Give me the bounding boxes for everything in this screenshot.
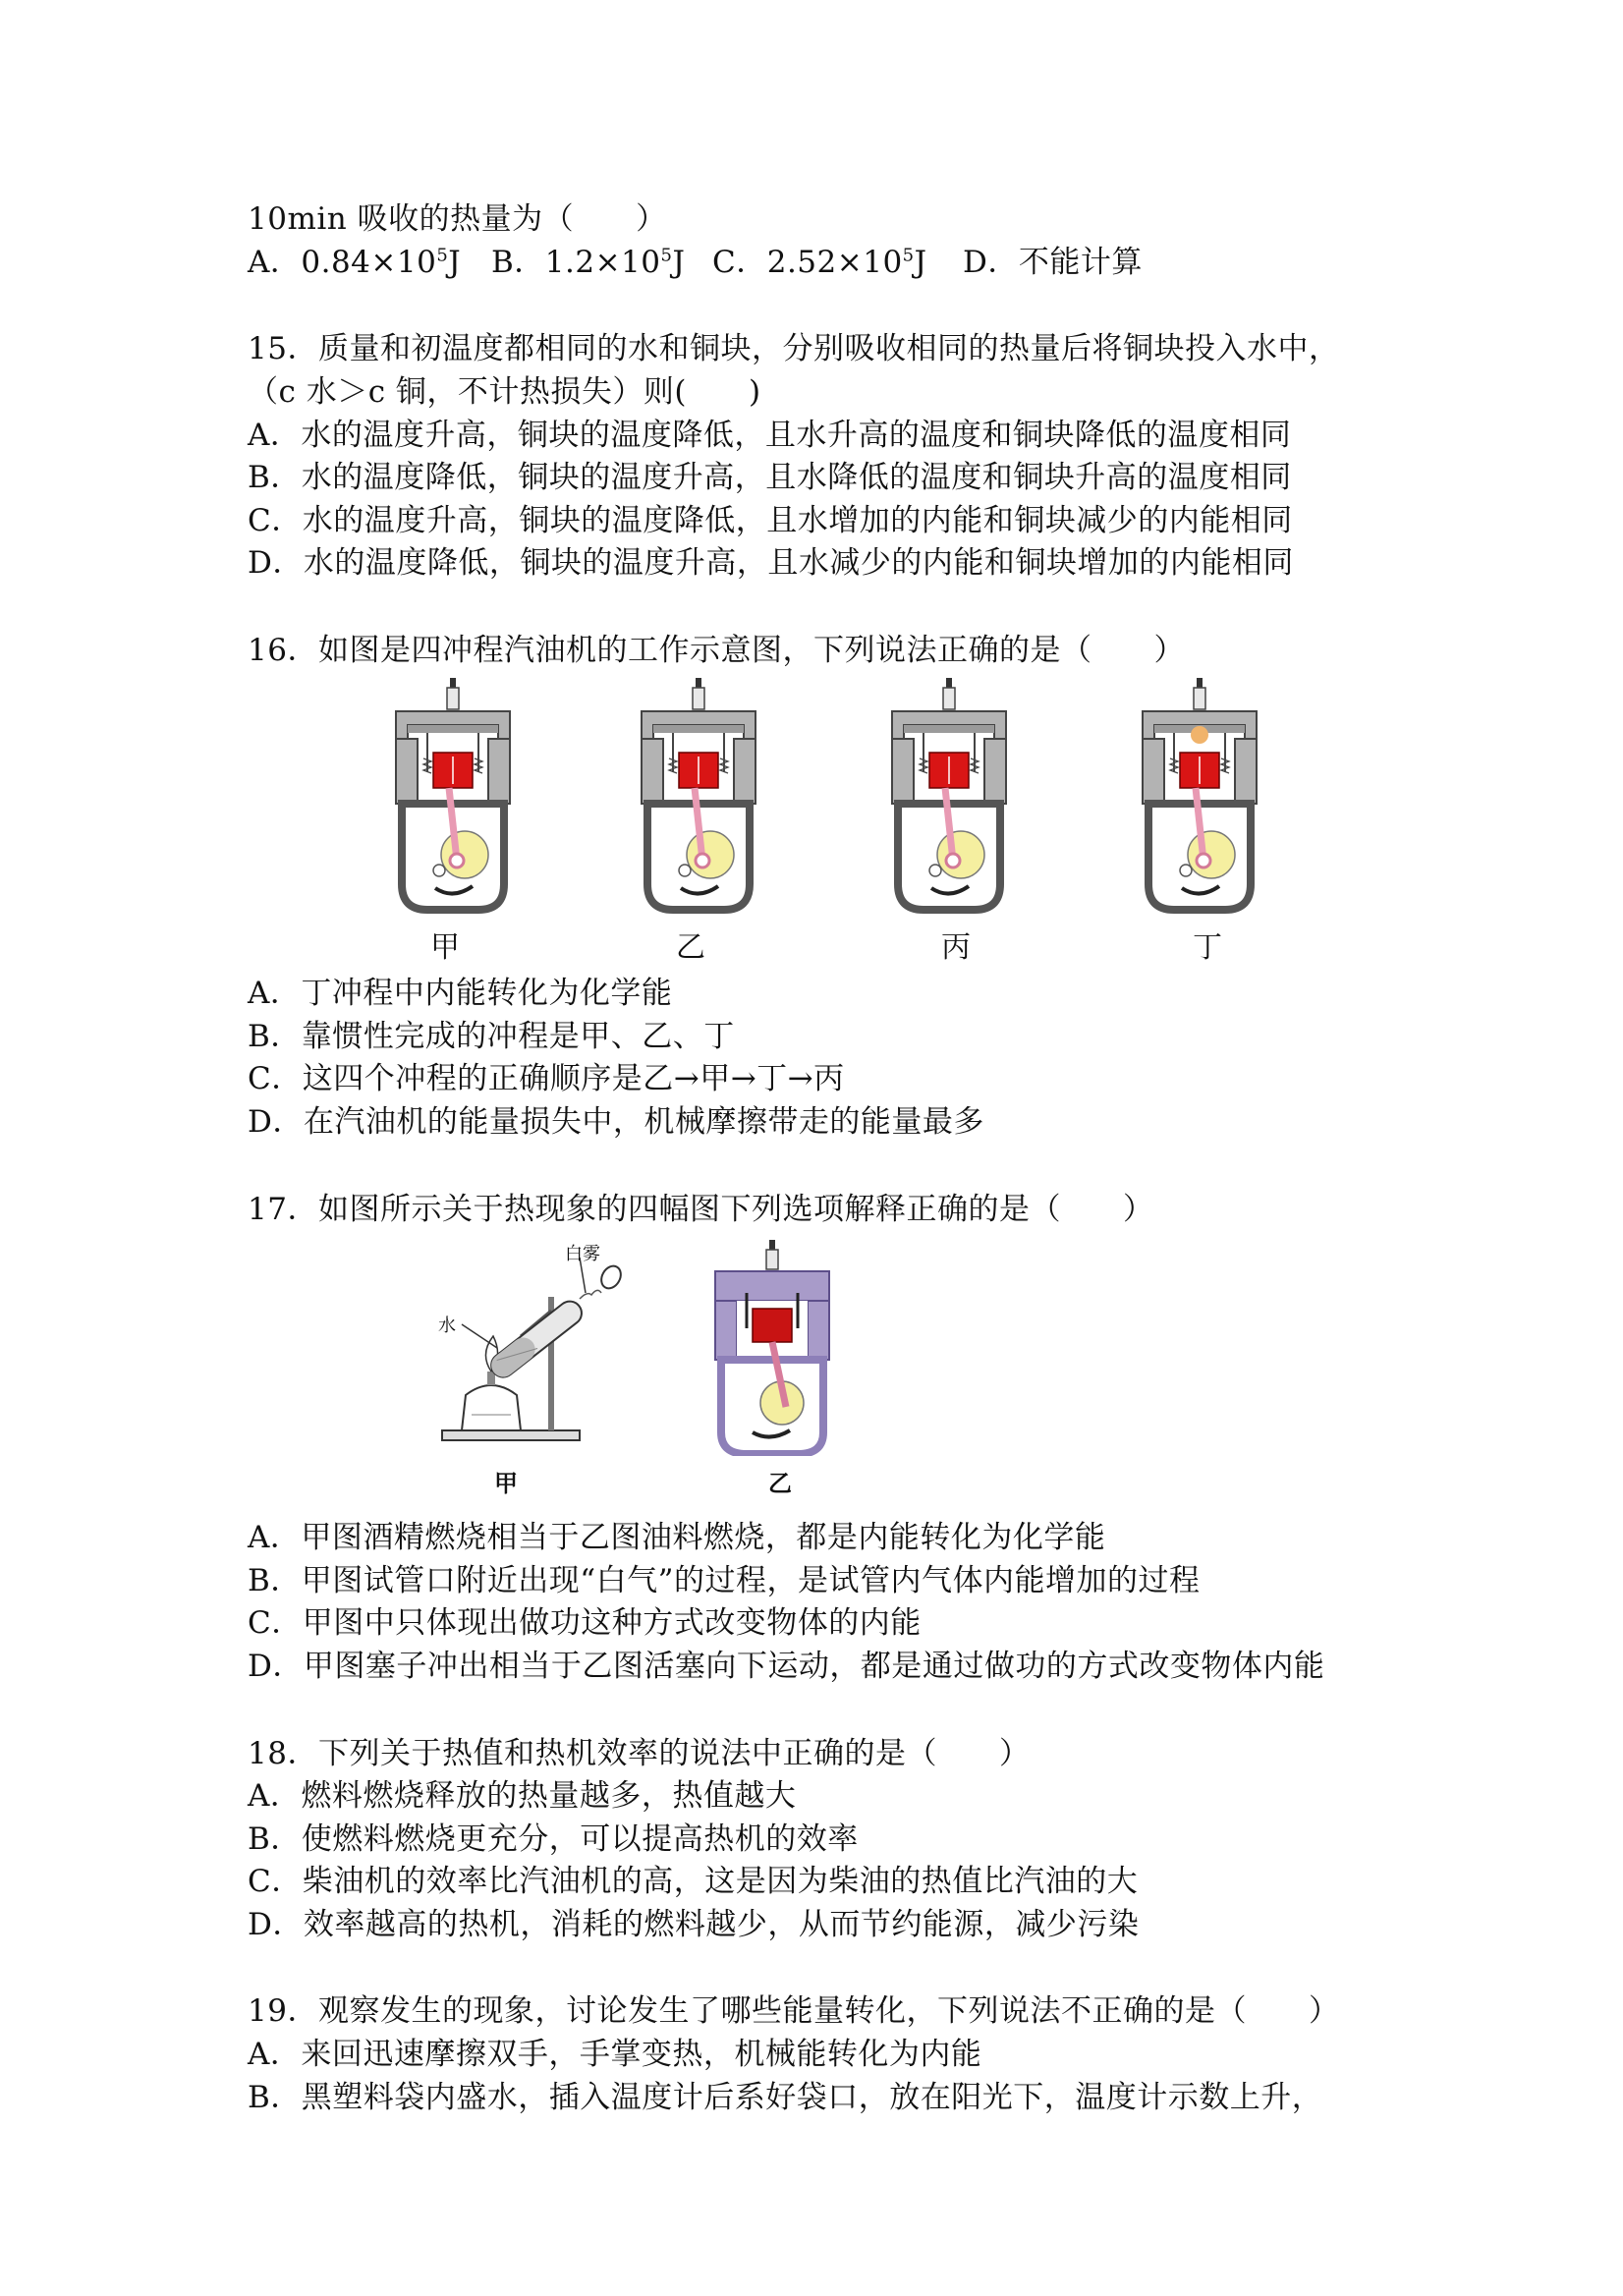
q14-option-a: A．$0.84\times 10^5J$ [248,245,462,280]
q19-option-b: B．黑塑料袋内盛水，插入温度计后系好袋口，放在阳光下，温度计示数上升， [248,2080,1323,2115]
q16-caption-ding: 丁 [1193,930,1222,965]
q16-caption-jia: 甲 [430,930,460,965]
q16-option-b: B．靠惯性完成的冲程是甲、乙、丁 [248,1019,735,1054]
q18-option-d: D．效率越高的热机，消耗的燃料越少，从而节约能源，减少污染 [248,1907,1140,1942]
q17-caption-yi: 乙 [768,1470,792,1497]
q14-option-b: B．$1.2\times 10^5J$ [491,245,686,280]
q14-stem-continuation: 10min 吸收的热量为（ ） [248,201,667,237]
q14-options [248,243,1143,282]
q19-option-a: A．来回迅速摩擦双手，手掌变热，机械能转化为内能 [248,2037,982,2072]
q16-caption-bing: 丙 [941,930,971,965]
q15-stem-line1: 15．质量和初温度都相同的水和铜块，分别吸收相同的热量后将铜块投入水中， [248,331,1340,366]
q15-option-b: B．水的温度降低，铜块的温度升高，且水降低的温度和铜块升高的温度相同 [248,460,1292,495]
q19-stem: 19．观察发生的现象，讨论发生了哪些能量转化，下列说法不正确的是（ ） [248,1993,1340,2029]
q17-caption-jia: 甲 [494,1470,518,1497]
q15-option-c: C．水的温度升高，铜块的温度降低，且水增加的内能和铜块减少的内能相同 [248,503,1293,538]
q17-option-a: A．甲图酒精燃烧相当于乙图油料燃烧，都是内能转化为化学能 [248,1520,1106,1555]
q15-option-a: A．水的温度升高，铜块的温度降低，且水升高的温度和铜块降低的温度相同 [248,418,1292,453]
q17-engine-diagram [707,1240,845,1456]
q16-option-d: D．在汽油机的能量损失中，机械摩擦带走的能量最多 [248,1104,984,1140]
q14-option-c: C．$2.52\times 10^5J$ [712,245,927,280]
q17-option-c: C．甲图中只体现出做功这种方式改变物体的内能 [248,1605,922,1641]
q17-option-b: B．甲图试管口附近出现“白气”的过程，是试管内气体内能增加的过程 [248,1563,1201,1598]
q17-label-white-mist: 白雾 [565,1244,600,1264]
q17-stem: 17．如图所示关于热现象的四幅图下列选项解释正确的是（ ） [248,1192,1154,1227]
q16-engine-figure [364,678,1297,924]
q17-option-d: D．甲图塞子冲出相当于乙图活塞向下运动，都是通过做功的方式改变物体内能 [248,1649,1325,1684]
q18-option-a: A．燃料燃烧释放的热量越多，热值越大 [248,1778,797,1814]
q18-option-b: B．使燃料燃烧更充分，可以提高热机的效率 [248,1821,859,1857]
q17-test-tube-apparatus [432,1238,668,1454]
q16-stem: 16．如图是四冲程汽油机的工作示意图，下列说法正确的是（ ） [248,633,1185,668]
q16-caption-yi: 乙 [676,930,705,965]
q17-label-water: 水 [438,1316,456,1336]
q16-option-c: C．这四个冲程的正确顺序是乙→甲→丁→丙 [248,1061,845,1096]
q18-option-c: C．柴油机的效率比汽油机的高，这是因为柴油的热值比汽油的大 [248,1864,1139,1899]
q16-option-a: A．丁冲程中内能转化为化学能 [248,976,673,1011]
q14-option-d: D．不能计算 [963,245,1143,280]
q15-option-d: D．水的温度降低，铜块的温度升高，且水减少的内能和铜块增加的内能相同 [248,545,1294,581]
q15-stem-line2: （c 水＞c 铜，不计热损失）则( ) [248,374,761,410]
q18-stem: 18．下列关于热值和热机效率的说法中正确的是（ ） [248,1736,1031,1771]
